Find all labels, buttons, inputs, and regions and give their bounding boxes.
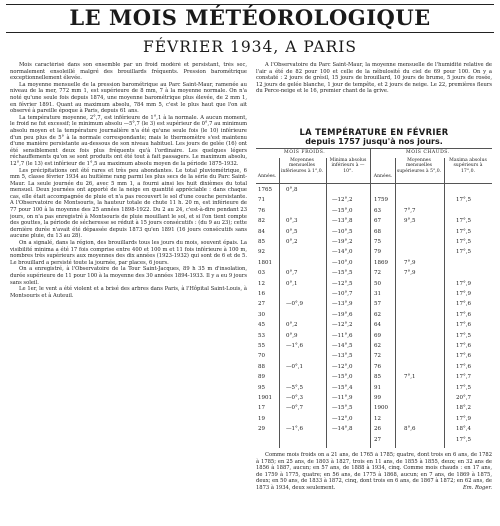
cell-year-hot: 12 (374, 415, 381, 422)
paragraph: On a enregistré, à l'Observatoire de la Tour Saint-Jacques, 89 h 35 m d'insolation, durée supérieure de 11 pour 100 à la moyenne des 30 années 1894-1933. Il y a eu 9 jours sans soleil. (10, 266, 247, 286)
cell-cold-min: —13°,5 (332, 353, 353, 360)
table-row (256, 310, 492, 320)
cell-cold-min: —13°,8 (332, 218, 353, 225)
cell-year-cold: 1765 (258, 187, 272, 193)
cell-year-cold: 95 (258, 384, 265, 391)
cell-year-hot: 1869 (374, 259, 388, 266)
cell-hot-mean: 7°,1 (404, 374, 416, 381)
page-subtitle: FÉVRIER 1934, A PARIS (142, 38, 357, 56)
cell-cold-min: —12°,0 (332, 415, 353, 422)
table-row (256, 289, 492, 299)
cell-year-hot: 62 (374, 343, 381, 349)
cell-year-hot: 68 (374, 228, 381, 235)
table-row (256, 299, 492, 309)
table-row (256, 206, 492, 216)
table-row (256, 424, 492, 434)
cell-cold-min: —19°,6 (332, 311, 353, 318)
cell-cold-mean: 0°,3 (286, 218, 298, 225)
cell-cold-min: —12°,5 (332, 280, 353, 287)
cell-year-hot: 85 (374, 374, 381, 381)
cell-year-cold: 89 (258, 374, 265, 381)
table-row (256, 247, 492, 257)
cell-cold-min: —12°,0 (332, 363, 353, 370)
cell-cold-min: —14°,5 (332, 343, 353, 349)
cell-year-cold: 29 (258, 426, 265, 433)
cell-cold-min: —12°,2 (332, 197, 353, 204)
cell-cold-min: —10°,7 (332, 291, 353, 297)
cell-year-hot: 50 (374, 280, 381, 287)
cell-hot-mean: 9°,5 (404, 218, 416, 225)
cell-year-hot: 72 (374, 353, 381, 360)
cell-year-cold: 17 (258, 405, 265, 412)
cell-hot-max: 17°,7 (456, 374, 471, 381)
table-row (256, 393, 492, 403)
cell-cold-mean: —1°,6 (286, 343, 303, 349)
cell-year-hot: 62 (374, 311, 381, 318)
cell-hot-max: 17°,5 (456, 239, 471, 245)
table-row (256, 268, 492, 278)
cell-year-cold: 71 (258, 197, 265, 204)
paragraph: La température moyenne, 2°,7, est inférieure de 1°,1 à la normale. A aucun moment, le froid ne fut excessif; le minimum absolu —5°,7 (le 3) est supérieur de 0°,7 au minimum absolu moyen et la température journalière n'a été qu'une seule fois (le 10) inférieure d'un peu plus de 5° à la normale correspondante; mais le thermomètre s'est maintenu d'une manière persistante au-dessous de son niveau habituel. Les jours de gelée (16) ont été sensiblement deux fois plus fréquents qu'à l'ordinaire. Les quelques légers réchauffements qu'on se sont produits ont été tout à fait passagers. Le maximum absolu, 12°,7 (le 13) est inférieur de 1°,5 au maximum absolu moyen de la période 1875-1932. (10, 114, 247, 167)
cell-year-cold: 70 (258, 353, 265, 360)
group-cold-label: MOIS FROIDS. (284, 150, 326, 155)
table-row (256, 341, 492, 351)
cell-year-cold: 82 (258, 218, 265, 225)
cell-year-cold: 1901 (258, 395, 272, 401)
cell-cold-mean: —0°,9 (286, 301, 303, 308)
table-row (256, 372, 492, 382)
table-row (256, 383, 492, 393)
cell-year-cold: 92 (258, 249, 265, 256)
cell-hot-max: 17°,5 (456, 197, 471, 204)
cell-hot-mean: 8°,6 (404, 426, 416, 433)
cell-year-hot: 27 (374, 436, 381, 443)
cell-cold-mean: 0°,5 (286, 228, 298, 235)
table-row (256, 362, 492, 372)
cell-year-cold: 19 (258, 415, 265, 422)
cell-hot-max: 17°,6 (456, 301, 471, 308)
cell-year-cold: 27 (258, 301, 265, 308)
table-row (256, 258, 492, 268)
paragraph: Le 1er, le vent a été violent et a brisé des arbres dans Paris, à l'Hôpital Saint-Louis, à Montsouris et à Auteuil. (10, 286, 247, 299)
cell-hot-max: 17°,9 (456, 291, 471, 297)
cell-cold-min: —10°,0 (332, 259, 353, 266)
cell-year-cold: 53 (258, 332, 265, 339)
right-bottom-text (256, 452, 492, 520)
table-row (256, 227, 492, 237)
cell-cold-min: —15°,0 (332, 207, 353, 214)
cell-hot-mean: 7°,9 (404, 259, 416, 266)
table-title: LA TEMPÉRATURE EN FÉVRIER (299, 127, 449, 137)
cell-hot-max: 17°,5 (456, 384, 471, 391)
cell-cold-min: —13°,9 (332, 301, 353, 308)
cell-year-hot: 31 (374, 291, 381, 297)
left-column-text (10, 62, 247, 514)
paragraph (256, 452, 492, 492)
cell-cold-mean: 0°,1 (286, 280, 298, 287)
paragraph: Les précipitations ont été rares et très peu abondantes. Le total pluviométrique, 6 mm 5, classe février 1934 au huitième rang parmi les plus secs de la série du Parc Saint-Maur. La seule journée du 26, avec 5 mm 1, a fourni ainsi les huit dixièmes du total mensuel. Deux journées ont apporté de la neige en quantité appréciable : dans chaque cas, elle était accompagnée de pluie et n'a pas recouvert le sol d'une couche persistante. A l'Observatoire de Montsouris, la hauteur totale de chute 11 h. 20 m, est inférieure de 77 pour 100 à la moyenne des 25 années 1898-1922. Du 2 au 24, c'est-à-dire pendant 23 jours, on n'a pas enregistré à Montsouris de pluie mouillant le sol, et si l'on tient compte des gouttes, la période de sécheresse se réduit à 15 jours consécutifs : (du 9 au 23); cette dernière durée n'avait été dépassée depuis 1873 qu'en 1891 (16 jours consécutifs sans aucune pluie, du 13 au 28). (10, 167, 247, 240)
table-row (256, 216, 492, 226)
cell-cold-mean: —0°,1 (286, 363, 303, 370)
cell-year-hot: 99 (374, 395, 381, 401)
table-row (256, 320, 492, 330)
cell-year-cold: 55 (258, 343, 265, 349)
cell-cold-min: —15°,0 (332, 374, 353, 381)
cell-cold-min: —14°,8 (332, 426, 353, 433)
cell-cold-min: —15°,4 (332, 384, 353, 391)
cell-year-cold: 1801 (258, 259, 272, 266)
cell-year-cold: 88 (258, 363, 265, 370)
cell-cold-min: —15°,5 (332, 405, 353, 412)
cell-hot-max: 17°,5 (456, 332, 471, 339)
table-row (256, 279, 492, 289)
table-row (256, 331, 492, 341)
cell-hot-mean: 7°,7 (404, 207, 416, 214)
header-hot-max: Maxima absolus supérieurs à 17°,0. (449, 158, 487, 174)
cell-year-hot: 1900 (374, 405, 388, 412)
table-subtitle: depuis 1757 jusqu'à nos jours. (305, 137, 443, 146)
header-cold-mean: Moyennes mensuelles inférieures à 1°,0. (280, 158, 324, 174)
temperature-table (256, 148, 492, 448)
cell-year-cold: 12 (258, 280, 265, 287)
table-top-border (256, 148, 492, 149)
cell-year-hot: 64 (374, 322, 381, 329)
cell-cold-mean: 0°,9 (286, 332, 298, 339)
page-title: LE MOIS MÉTÉOROLOGIQUE (69, 5, 431, 30)
table-row (256, 351, 492, 361)
cell-hot-max: 17°,5 (456, 228, 471, 235)
cell-hot-max: 17°,9 (456, 280, 471, 287)
cell-year-hot: 72 (374, 270, 381, 277)
cell-hot-max: 17°,5 (456, 249, 471, 256)
closing-text: Comme mois froids on a 21 ans, de 1765 à 1785; quatre, dont trois en 6 ans, de 1782 à 1785; en 25 ans, de 1803 à 1827, trois en 11 ans, de 1855 à 1855, deux; en 32 ans de 1856 à 1887, aucun; en 57 ans, de 1888 à 1934, cinq. Comme mois chauds : en 17 ans, de 1759 à 1775, quatre; en 56 ans, de 1775 à 1868, aucun; en 7 ans, de 1869 à 1875, deux; en 50 ans, de 1833 à 1872, cinq, dont trois en 6 ans, de 1867 à 1872; en 62 ans, de 1873 à 1934, deux seulement. (256, 452, 492, 491)
cell-year-hot: 63 (374, 207, 381, 214)
cell-year-cold: 45 (258, 322, 265, 329)
table-row (256, 403, 492, 413)
cell-cold-mean: 0°,2 (286, 322, 298, 329)
cell-cold-min: —19°,2 (332, 239, 353, 245)
cell-hot-max: 17°,6 (456, 353, 471, 360)
paragraph: A l'Observatoire du Parc Saint-Maur, la moyenne mensuelle de l'humidité relative de l'air a été de 82 pour 100 et celle de la nébulosité du ciel de 69 pour 100. On y a constaté : 2 jours de grésil, 15 jours de brouillard, 10 jours de brume, 5 jours de rosée, 12 jours de gelée blanche, 1 jour de tempête, et 2 jours de neige. Le 22, premières fleurs du Perce-neige et le 16, premier chant de la grive. (256, 62, 492, 95)
cell-hot-max: 17°,6 (456, 322, 471, 329)
cell-hot-max: 17°,5 (456, 218, 471, 225)
cell-year-hot: 69 (374, 332, 381, 339)
cell-year-hot: 75 (374, 239, 381, 245)
cell-cold-mean: —5°,5 (286, 384, 303, 391)
cell-cold-mean: —0°,7 (286, 405, 303, 412)
table-row (256, 195, 492, 205)
cell-hot-max: 17°,5 (456, 436, 471, 443)
cell-year-hot: 91 (374, 384, 381, 391)
paragraph: On a signalé, dans la région, des brouillards tous les jours du mois, souvent épais. La visibilité minima a été 17 fois comprise entre 400 et 100 m et 11 fois inférieure à 100 m, nombres très supérieurs aux moyennes des dix années (1923-1932) qui sont de 6 et de 5. Le brouillard a persisté toute la journée, par places, 6 jours. (10, 240, 247, 266)
cell-cold-min: —12°,2 (332, 322, 353, 329)
cell-year-cold: 16 (258, 291, 265, 297)
paragraph: La moyenne mensuelle de la pression barométrique au Parc Saint-Maur, ramenée au niveau de la mer, 772 mm 1, est supérieure de 8 mm, 7 à la moyenne normale. On n'a noté qu'une seule fois depuis 1874, une moyenne barométrique plus élevée, de 2 mm 1, en février 1891. Quant au maximum absolu, 784 mm 5, c'est le plus haut que l'on ait observé à pareille époque à Paris, depuis 61 ans. (10, 81, 247, 115)
cell-year-hot: 26 (374, 426, 381, 433)
cell-year-hot: 67 (374, 218, 381, 225)
cell-cold-min: —14°,0 (332, 249, 353, 256)
cell-year-hot: 79 (374, 249, 381, 256)
header-cold-min: Minima absolus inférieurs à — 10°. (329, 158, 367, 174)
cell-cold-min: —11°,6 (332, 332, 353, 339)
cell-hot-max: 18°,4 (456, 426, 471, 433)
table-row (256, 435, 492, 445)
cell-year-cold: 03 (258, 270, 265, 277)
header-year-hot: Années. (373, 174, 393, 179)
cell-hot-max: 18°,2 (456, 405, 471, 412)
cell-year-cold: 85 (258, 239, 265, 245)
cell-cold-min: —11°,9 (332, 395, 353, 401)
cell-year-hot: 1759 (374, 197, 388, 204)
cell-cold-mean: —0°,3 (286, 395, 303, 401)
header-separator (256, 183, 492, 184)
header-year-cold: Années. (257, 174, 277, 179)
cell-year-cold: 84 (258, 228, 265, 235)
cell-cold-mean: —1°,6 (286, 426, 303, 433)
cell-year-hot: 76 (374, 363, 381, 370)
cell-hot-mean: 7°,9 (404, 270, 416, 277)
cell-cold-mean: 0°,8 (286, 187, 298, 193)
right-column-text (256, 62, 492, 126)
cell-hot-max: 17°,6 (456, 311, 471, 318)
cell-cold-mean: 0°,7 (286, 270, 298, 277)
cell-cold-min: —15°,5 (332, 270, 353, 277)
cell-year-cold: 30 (258, 311, 265, 318)
title-rule (6, 32, 494, 33)
table-row (256, 414, 492, 424)
cell-year-cold: 76 (258, 207, 265, 214)
cell-hot-max: 20°,7 (456, 395, 471, 401)
cell-hot-max: 17°,6 (456, 363, 471, 370)
cell-year-hot: 57 (374, 301, 381, 308)
table-row (256, 237, 492, 247)
cell-hot-max: 17°,9 (456, 415, 471, 422)
cell-hot-max: 17°,6 (456, 343, 471, 349)
author-signature: Em. Roger. (463, 484, 492, 491)
group-hot-label: MOIS CHAUDS. (406, 150, 450, 155)
cell-cold-min: —10°,5 (332, 228, 353, 235)
table-row (256, 185, 492, 195)
cell-cold-mean: 0°,2 (286, 239, 298, 245)
header-hot-mean: Moyennes mensuelles supérieures à 5°,0. (396, 158, 442, 174)
paragraph: Mois caractérisé dans son ensemble par un froid modéré et persistant, très sec, normalement ensoleillé malgré des brouillards fréquents. Pression barométrique exceptionnellement élevée. (10, 62, 247, 82)
